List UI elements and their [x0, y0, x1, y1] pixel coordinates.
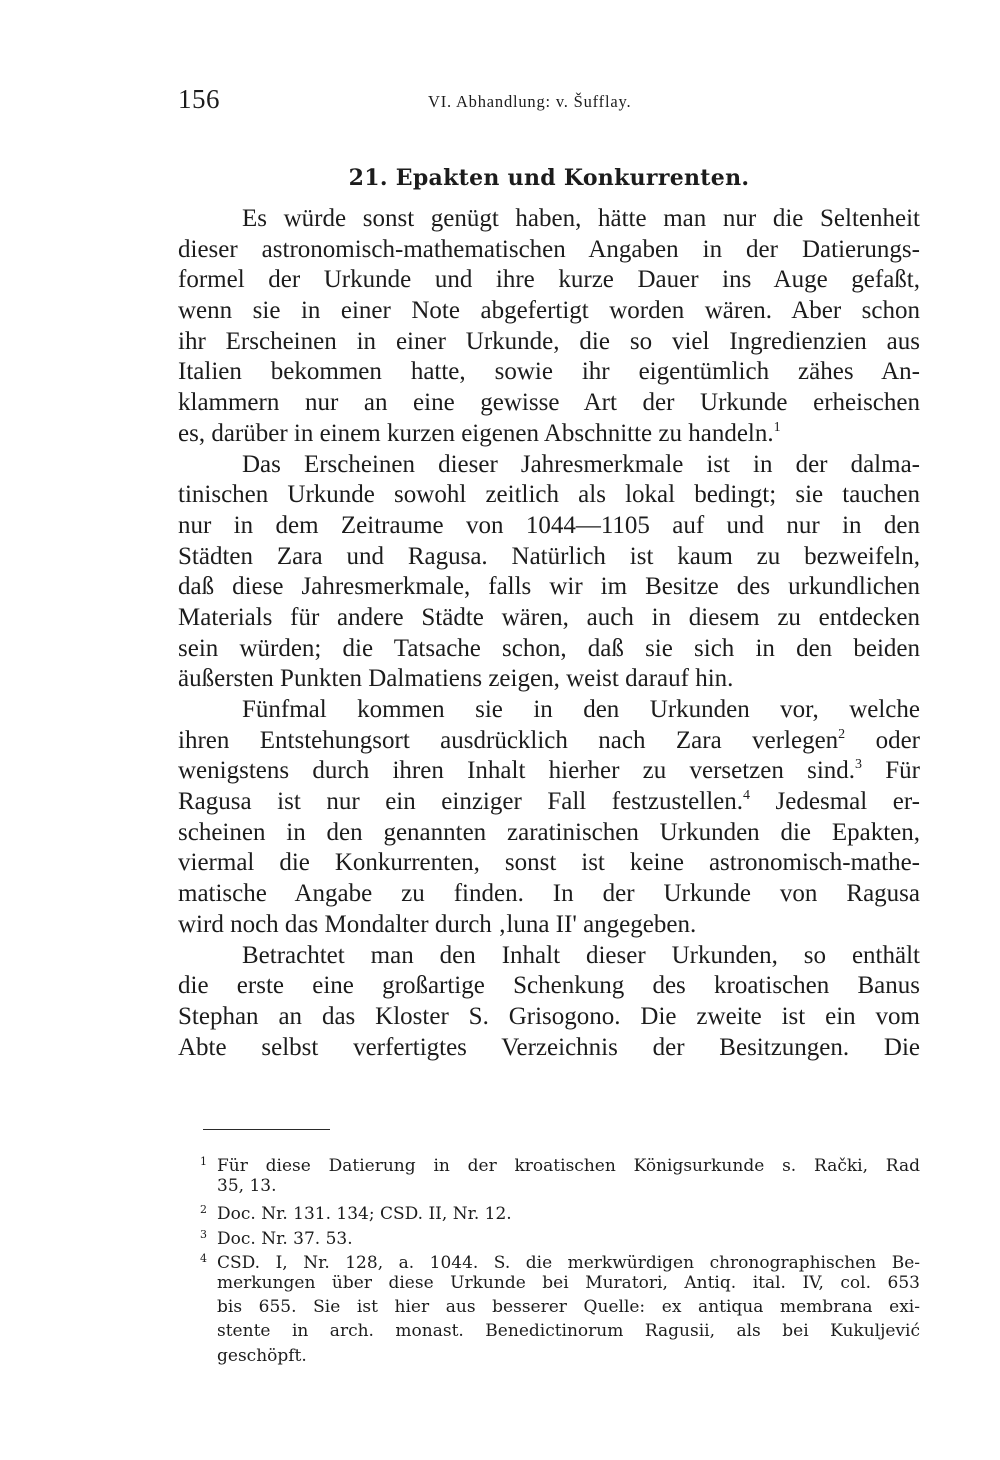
footnote-text: Doc. Nr. 37. 53. — [217, 1228, 353, 1249]
text-line: daß diese Jahresmerkmale, falls wir im Besitze des urkundlichen — [178, 573, 920, 601]
text-line — [178, 787, 920, 818]
footnote-text: CSD. I, Nr. 128, a. 1044. S. die merkwürdigen chronographischen Be- — [217, 1252, 920, 1273]
footnote-line — [200, 1223, 920, 1247]
section-title: 21. Epakten und Konkurrenten. — [348, 165, 750, 191]
footnote-ref-4: 4 — [743, 788, 750, 804]
footnote-line: merkungen über diese Urkunde bei Muratori, Antiq. ital. IV, col. 653 — [217, 1272, 920, 1293]
footnote-2 — [200, 1198, 920, 1225]
footnote-line — [200, 1198, 920, 1225]
text-line: Abte selbst verfertigtes Verzeichnis der Besitzungen. Die — [178, 1033, 920, 1061]
footnote-ref-3: 3 — [855, 757, 863, 773]
footnote-rule — [203, 1129, 330, 1130]
footnote-text: Für diese Datierung in der kroatischen Königsurkunde s. Rački, Rad — [217, 1156, 920, 1176]
running-head: VI. Abhandlung: v. Šufflay. — [428, 92, 632, 111]
footnote-line — [200, 1247, 920, 1271]
footnote-1 — [200, 1150, 920, 1198]
text-line: Stephan an das Kloster S. Grisogono. Die zweite ist ein vom — [178, 1002, 920, 1030]
footnote-ref-1: 1 — [773, 419, 781, 435]
footnote-3 — [200, 1223, 920, 1247]
text-line: matische Angabe zu finden. In der Urkunde von Ragusa — [178, 880, 920, 908]
footnote-line: geschöpft. — [217, 1345, 307, 1366]
text-line: wird noch das Mondalter durch ‚luna II' angegeben. — [178, 910, 697, 938]
text-line: sein würden; die Tatsache schon, daß sie sich in den beiden — [178, 634, 920, 662]
footnote-mark: 1 — [200, 1155, 207, 1168]
text-line: nur in dem Zeitraume von 1044—1105 auf und nur in den — [178, 511, 920, 539]
footnote-line: stente in arch. monast. Benedictinorum Ragusii, als bei Kukuljević — [217, 1321, 920, 1342]
text-segment: Ragusa ist nur ein einziger Fall festzustellen. — [178, 788, 743, 816]
text-line: ihr Erscheinen in einer Urkunde, die so viel Ingredienzien aus — [178, 327, 920, 355]
text-line: Das Erscheinen dieser Jahresmerkmale ist in der dalma- — [242, 450, 920, 478]
text-segment: oder — [845, 726, 920, 754]
text-line: die erste eine großartige Schenkung des kroatischen Banus — [178, 972, 920, 1000]
text-segment: Jedesmal er- — [750, 788, 920, 816]
footnote-text: Doc. Nr. 131. 134; CSD. II, Nr. 12. — [217, 1204, 512, 1225]
text-line: Italien bekommen hatte, sowie ihr eigentümlich zähes An- — [178, 358, 920, 386]
text-line: Fünfmal kommen sie in den Urkunden vor, welche — [242, 696, 920, 723]
text-line: klammern nur an eine gewisse Art der Urkunde erheischen — [178, 389, 920, 417]
footnote-mark: 4 — [200, 1251, 207, 1265]
text-line — [178, 756, 920, 787]
footnotes — [200, 1150, 920, 1368]
text-line: formel der Urkunde und ihre kurze Dauer ins Auge gefaßt, — [178, 266, 920, 294]
footnote-mark: 3 — [200, 1227, 207, 1241]
text-segment: ihren Entstehungsort ausdrücklich nach Zara verlegen — [178, 726, 839, 754]
text-line — [178, 419, 920, 450]
footnote-line: bis 655. Sie ist hier aus besserer Quelle: ex antiqua membrana exi- — [217, 1297, 920, 1318]
text-segment: Für — [862, 757, 920, 785]
footnote-line — [200, 1150, 920, 1174]
text-line: Betrachtet man den Inhalt dieser Urkunden, so enthält — [242, 941, 920, 969]
footnote-mark: 2 — [200, 1203, 207, 1217]
footnote-4 — [200, 1247, 920, 1368]
body-text — [178, 204, 920, 1063]
text-line: wenn sie in einer Note abgefertigt worden wären. Aber schon — [178, 297, 920, 325]
text-line: äußersten Punkten Dalmatiens zeigen, weist darauf hin. — [178, 665, 734, 693]
page-header — [178, 84, 920, 118]
footnote-line: 35, 13. — [217, 1176, 277, 1197]
text-line: Städten Zara und Ragusa. Natürlich ist kaum zu bezweifeln, — [178, 542, 920, 570]
footnote-ref-2: 2 — [838, 726, 846, 742]
text-segment: es, darüber in einem kurzen eigenen Abschnitte zu handeln. — [178, 419, 774, 447]
text-line: tinischen Urkunde sowohl zeitlich als lokal bedingt; sie tauchen — [178, 481, 920, 509]
text-segment: wenigstens durch ihren Inhalt hierher zu versetzen sind. — [178, 757, 856, 785]
text-line: viermal die Konkurrenten, sonst ist keine astronomisch-mathe- — [178, 849, 920, 877]
text-line: scheinen in den genannten zaratinischen Urkunden die Epakten, — [178, 818, 920, 846]
text-line — [178, 726, 920, 757]
text-line: dieser astronomisch-mathematischen Angaben in der Datierungs- — [178, 235, 920, 263]
text-line: Materials für andere Städte wären, auch in diesem zu entdecken — [178, 603, 920, 631]
text-line: Es würde sonst genügt haben, hätte man nur die Seltenheit — [242, 205, 920, 232]
page-number: 156 — [178, 84, 220, 114]
